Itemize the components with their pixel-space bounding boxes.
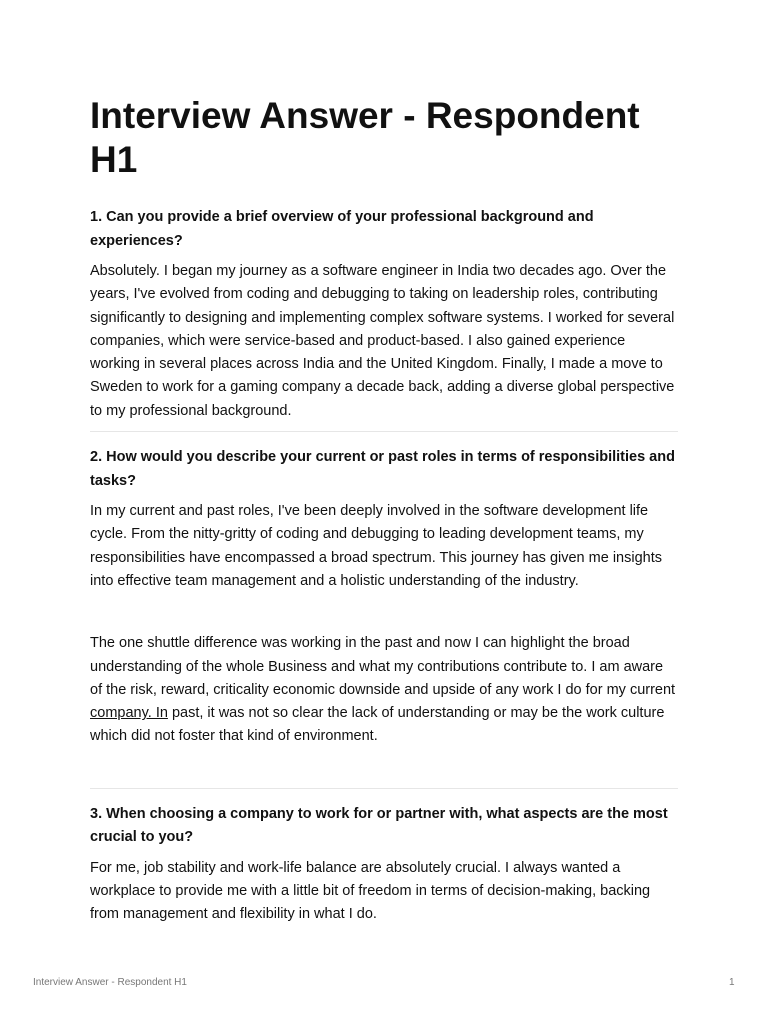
answer-3: For me, job stability and work-life balance are absolutely crucial. I always wanted a workplace to provide me with a little bit of freedom in terms of decision-making, backing from management and flexibility in what I do. (90, 859, 651, 923)
question-2: 2. How would you describe your current or past roles in terms of responsibilities and tasks? (90, 449, 675, 489)
qa-section-1 (90, 202, 678, 432)
qa-section-2 (90, 442, 678, 789)
answer-2-text-after-link: past, it was not so clear the lack of understanding or may be the work culture which did not foster that kind of environment. (90, 705, 665, 745)
answer-2: In my current and past roles, I've been deeply involved in the software development life cycle. From the nitty-gritty of coding and debugging to leading development teams, my responsibilities have encompassed a broad spectrum. This journey has given me insights into effective team management and a holistic understanding of the industry. (90, 503, 662, 589)
page-number: 1 (729, 977, 735, 988)
company-link[interactable]: company. In (90, 705, 168, 722)
page-content (90, 94, 678, 927)
footer-title: Interview Answer - Respondent H1 (33, 977, 187, 988)
question-1: 1. Can you provide a brief overview of your professional background and experiences? (90, 209, 594, 249)
answer-2-continued (90, 632, 678, 748)
answer-2-text-before-link: The one shuttle difference was working in the past and now I can highlight the broad understanding of the whole Business and what my contributions contribute to. I am aware of the risk, reward, criticality economic downside and upside of any work I do for my current (90, 635, 676, 698)
question-3: 3. When choosing a company to work for or partner with, what aspects are the most crucial to you? (90, 805, 668, 846)
answer-1: Absolutely. I began my journey as a software engineer in India two decades ago. Over the years, I've evolved from coding and debugging to taking on leadership roles, contributing significantly to designing and implementing complex software systems. I worked for several companies, which were service-based and product-based. I also gained experience working in several places across India and the United Kingdom. Finally, I made a move to Sweden to work for a gaming company a decade back, adding a diverse global perspective to my professional background. (90, 263, 675, 419)
qa-section-3 (90, 799, 678, 927)
page-title: Interview Answer - Respondent H1 (90, 95, 640, 180)
